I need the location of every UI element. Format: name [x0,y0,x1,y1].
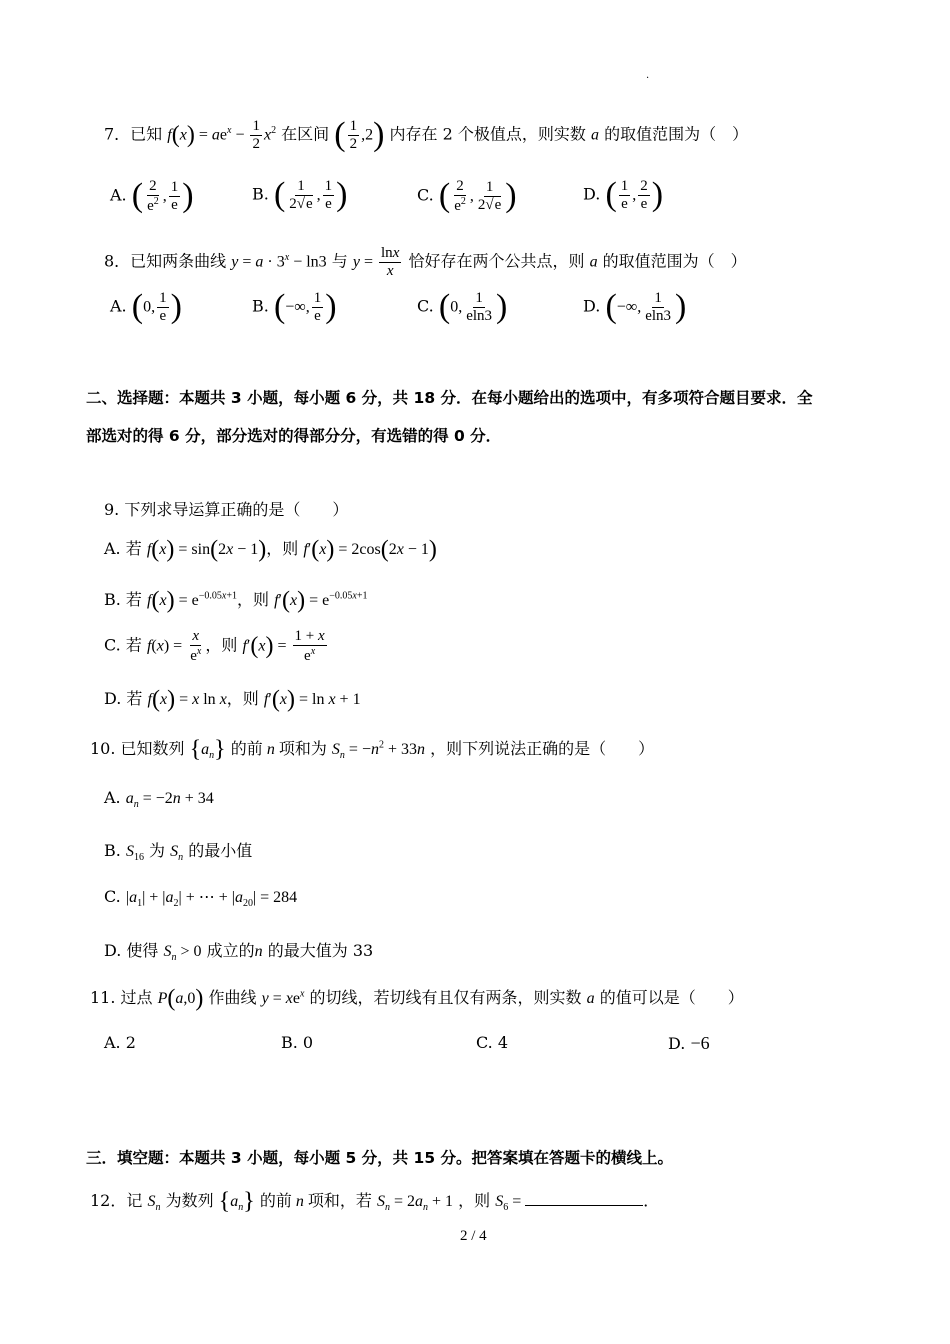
question-11: 11. 过点 P(a,0) 作曲线 $y = xe^x$ 的切线，若切线有且仅有两条，则实数 a 的值可以是（ ） [90,985,744,1012]
q10-option-b: B. $S_{16}$ 为 $S_n$ 的最小值 [104,841,253,864]
q10-option-c: C. $|a_1| + |a_2|$ + ⋯ + $|a_{20}| = 284$ [104,887,298,910]
q7-number: 7．已知 [104,124,163,144]
q10-option-d: D. 使得 $S_n > 0$ 成立的n 的最大值为 33 [104,941,374,964]
q7-formula: f [167,126,172,144]
q9-option-b: B. 若 $f(x) = e^{-0.05x+1}$，则 $f'(x) = e^{-0.05x+1}$ [104,587,368,614]
q7-option-b: B. ( $\frac{1}{2√e}$ , $\frac{1}{e}$ ) [252,176,348,213]
q8-option-a: A. (0, $\frac{1}{e}$ ) [110,288,182,325]
q10-option-a: A. $a_n = -2n + 34$ [104,788,214,811]
q11-option-b: B. 0 [281,1033,314,1052]
question-9-stem: 9. 下列求导运算正确的是（ ） [104,500,349,519]
q7-mid: 在区间 [281,124,330,144]
q7-option-c: C. ( $\frac{2}{e^2}$ , $\frac{1}{2√e}$ ) [417,177,517,214]
q7-tail: 内存在 2 个极值点，则实数 [389,124,586,144]
q9-option-a: A. 若 f(x) = sin(2x − 1)，则 f′(x) = 2cos(2x − 1) [104,536,437,563]
q7-tail2: 的取值范围为（ ） [604,124,749,144]
q7-option-a: A. ( $\frac{2}{e^2}$ , $\frac{1}{e}$ ) [110,177,194,214]
q11-option-a: A. 2 [104,1033,136,1052]
q8-option-c: C. (0, $\frac{1}{eln3}$ ) [417,288,508,325]
question-7: 7．已知 $f(x) = ae^x$ − $\frac{1}{2}$ $x^2$ 在区间 ( $\frac{1}{2}$ ,2) 内存在 2 个极值点，则实数 a 的取值范围为（ ） [104,116,749,153]
q8-number: 8．已知两条曲线 [104,251,227,271]
q8-tail: 恰好存在两个公共点，则 [408,251,585,271]
section-3-heading: 三．填空题：本题共 3 小题，每小题 5 分，共 15 分。把答案填在答题卡的横线上。 [86,1149,674,1167]
corner-dot: . [646,70,650,81]
q11-option-c: C. 4 [476,1033,509,1052]
section-2-line-2: 部选对的得 6 分，部分选对的得部分分，有选错的得 0 分． [86,427,502,445]
q12-answer-blank[interactable] [525,1191,643,1206]
q9-option-c: C. 若 f(x) = $\frac{x}{e^x}$ ，则 f′(x) = $\frac{1 + x}{e^x}$ [104,628,325,664]
q11-option-d: D. −6 [668,1033,710,1053]
q8-tail2: 的取值范围为（ ） [602,251,747,271]
section-2-line-1: 二、选择题：本题共 3 小题，每小题 6 分，共 18 分．在每小题给出的选项中，有多项符合题目要求．全 [86,389,813,407]
q9-option-d: D. 若 f(x) = x ln x，则 f′(x) = ln x + 1 [104,686,361,713]
q8-option-b: B. (−∞, $\frac{1}{e}$ ) [252,288,337,325]
q8-option-d: D. (−∞, $\frac{1}{eln3}$ ) [583,288,687,325]
q8-mid: 与 [331,251,348,271]
page-number: 2 / 4 [460,1228,487,1244]
question-12: 12．记 $S_n$ 为数列 $\{a_n\}$ 的前 n 项和，若 $S_n = 2a_n + 1$ ，则 $S_6$ = ． [90,1188,660,1215]
q7-option-d: D. ( $\frac{1}{e}$ , $\frac{2}{e}$ ) [583,176,664,213]
question-10: 10. 已知数列 $\{a_n\}$ 的前 n 项和为 $S_n = -n^2 + 33n$ ，则下列说法正确的是（ ） [90,736,655,763]
question-8: 8．已知两条曲线 $y = a \cdot 3^x - \ln 3$ 与 y = $\frac{\ln x}{x}$ 恰好存在两个公共点，则 a 的取值范围为（ ） [104,245,747,279]
